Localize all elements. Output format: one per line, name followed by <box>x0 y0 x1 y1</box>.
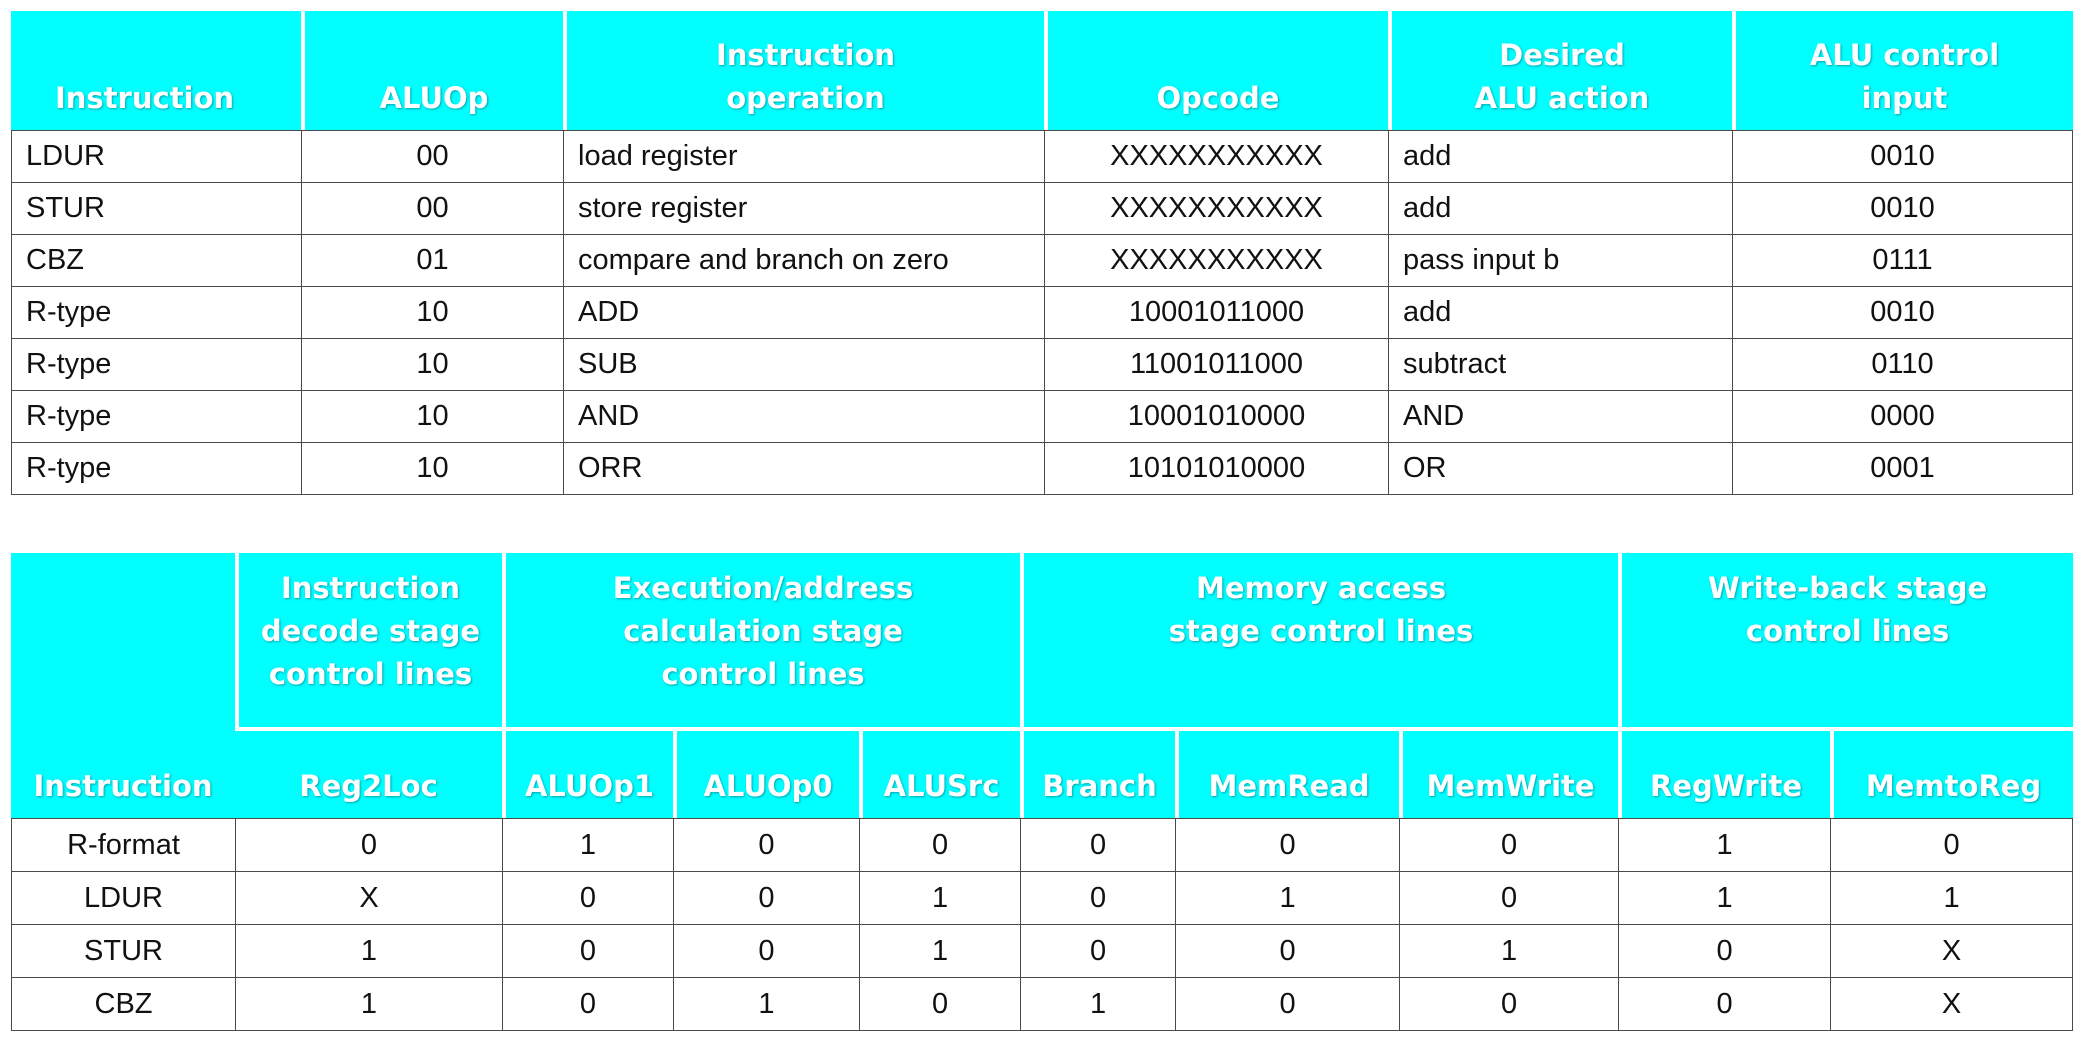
cell-instruction: CBZ <box>11 977 235 1031</box>
cell-control: 0111 <box>1732 234 2073 286</box>
header-regwrite: RegWrite <box>1618 727 1830 818</box>
cell-control: 0010 <box>1732 130 2073 182</box>
header-memtoreg: MemtoReg <box>1830 727 2073 818</box>
header-action-line2: ALU action <box>1474 81 1650 115</box>
cell-action: add <box>1388 286 1732 338</box>
group-decode-line3: control lines <box>268 657 473 691</box>
cell-operation: store register <box>563 182 1044 234</box>
cell-memread: 0 <box>1175 818 1399 871</box>
cell-aluop0: 0 <box>673 818 859 871</box>
cell-operation: load register <box>563 130 1044 182</box>
table-row <box>11 871 2073 924</box>
table-row <box>11 182 2073 234</box>
cell-instruction: STUR <box>11 924 235 977</box>
cell-operation: ORR <box>563 442 1044 495</box>
cell-action: subtract <box>1388 338 1732 390</box>
cell-memwrite: 0 <box>1399 818 1618 871</box>
cell-opcode: XXXXXXXXXXX <box>1044 234 1388 286</box>
header-control-line2: input <box>1861 81 1948 115</box>
group-memory-line1: Memory access <box>1195 571 1447 605</box>
cell-alusrc: 0 <box>859 977 1020 1031</box>
cell-control: 0000 <box>1732 390 2073 442</box>
cell-alusrc: 1 <box>859 871 1020 924</box>
table-row <box>11 442 2073 495</box>
cell-action: add <box>1388 182 1732 234</box>
group-writeback-line1: Write-back stage <box>1707 571 1988 605</box>
header-operation-line1: Instruction <box>715 38 896 72</box>
cell-regwrite: 1 <box>1618 818 1830 871</box>
header-branch: Branch <box>1020 727 1175 818</box>
header-control-line1: ALU control <box>1809 38 2000 72</box>
cell-action: pass input b <box>1388 234 1732 286</box>
cell-regwrite: 0 <box>1618 977 1830 1031</box>
group-decode-line1: Instruction <box>280 571 461 605</box>
header-opcode: Opcode <box>1044 11 1388 130</box>
cell-instruction: LDUR <box>11 871 235 924</box>
cell-instruction: R-type <box>11 442 301 495</box>
header-aluop1: ALUOp1 <box>502 727 673 818</box>
header-operation-line2: operation <box>726 81 885 115</box>
cell-aluop: 10 <box>301 390 563 442</box>
cell-regwrite: 1 <box>1618 871 1830 924</box>
group-decode-stage <box>235 553 502 727</box>
cell-instruction: STUR <box>11 182 301 234</box>
cell-aluop0: 0 <box>673 924 859 977</box>
header-instruction-operation <box>563 11 1044 130</box>
cell-opcode: XXXXXXXXXXX <box>1044 130 1388 182</box>
signal-header-row <box>11 727 2073 818</box>
cell-instruction: R-type <box>11 338 301 390</box>
cell-memread: 0 <box>1175 924 1399 977</box>
group-writeback-stage <box>1618 553 2073 727</box>
header-memwrite: MemWrite <box>1399 727 1618 818</box>
group-decode-line2: decode stage <box>260 614 481 648</box>
cell-operation: ADD <box>563 286 1044 338</box>
cell-instruction: R-type <box>11 286 301 338</box>
table-row <box>11 234 2073 286</box>
group-writeback-line2: control lines <box>1745 614 1950 648</box>
header-reg2loc: Reg2Loc <box>235 727 502 818</box>
group-memory-line2: stage control lines <box>1168 614 1474 648</box>
cell-aluop: 10 <box>301 338 563 390</box>
group-header-row <box>11 553 2073 727</box>
cell-branch: 0 <box>1020 871 1175 924</box>
table-row <box>11 130 2073 182</box>
header-instruction: Instruction <box>11 553 235 818</box>
header-alusrc: ALUSrc <box>859 727 1020 818</box>
cell-control: 0110 <box>1732 338 2073 390</box>
cell-operation: SUB <box>563 338 1044 390</box>
cell-control: 0001 <box>1732 442 2073 495</box>
cell-branch: 0 <box>1020 924 1175 977</box>
header-instruction: Instruction <box>11 11 301 130</box>
table-row <box>11 390 2073 442</box>
cell-aluop1: 1 <box>502 818 673 871</box>
cell-regwrite: 0 <box>1618 924 1830 977</box>
cell-memtoreg: 1 <box>1830 871 2073 924</box>
cell-instruction: R-format <box>11 818 235 871</box>
cell-instruction: R-type <box>11 390 301 442</box>
cell-opcode: 10101010000 <box>1044 442 1388 495</box>
header-alu-control-input <box>1732 11 2073 130</box>
cell-action: add <box>1388 130 1732 182</box>
cell-memread: 1 <box>1175 871 1399 924</box>
cell-control: 0010 <box>1732 182 2073 234</box>
cell-reg2loc: X <box>235 871 502 924</box>
alu-table-header-row <box>11 11 2073 130</box>
table-row <box>11 977 2073 1031</box>
header-aluop0: ALUOp0 <box>673 727 859 818</box>
table-row <box>11 818 2073 871</box>
cell-action: AND <box>1388 390 1732 442</box>
table-row <box>11 286 2073 338</box>
cell-reg2loc: 1 <box>235 977 502 1031</box>
pipeline-control-lines-table <box>11 553 2073 1031</box>
group-execution-line1: Execution/address <box>612 571 914 605</box>
cell-opcode: 10001010000 <box>1044 390 1388 442</box>
cell-aluop: 00 <box>301 130 563 182</box>
group-memory-stage <box>1020 553 1618 727</box>
cell-aluop: 00 <box>301 182 563 234</box>
header-desired-alu-action <box>1388 11 1732 130</box>
cell-reg2loc: 1 <box>235 924 502 977</box>
cell-memtoreg: X <box>1830 977 2073 1031</box>
cell-alusrc: 0 <box>859 818 1020 871</box>
header-aluop: ALUOp <box>301 11 563 130</box>
group-execution-stage <box>502 553 1020 727</box>
header-memread: MemRead <box>1175 727 1399 818</box>
cell-control: 0010 <box>1732 286 2073 338</box>
cell-memwrite: 0 <box>1399 977 1618 1031</box>
cell-opcode: XXXXXXXXXXX <box>1044 182 1388 234</box>
cell-aluop1: 0 <box>502 977 673 1031</box>
group-execution-line3: control lines <box>661 657 865 691</box>
header-action-line1: Desired <box>1499 38 1625 72</box>
cell-operation: AND <box>563 390 1044 442</box>
cell-opcode: 10001011000 <box>1044 286 1388 338</box>
cell-aluop0: 0 <box>673 871 859 924</box>
group-execution-line2: calculation stage <box>623 614 903 648</box>
table-row <box>11 924 2073 977</box>
cell-aluop: 10 <box>301 286 563 338</box>
alu-control-table <box>11 11 2073 495</box>
cell-branch: 0 <box>1020 818 1175 871</box>
table-row <box>11 338 2073 390</box>
cell-memwrite: 0 <box>1399 871 1618 924</box>
cell-aluop0: 1 <box>673 977 859 1031</box>
cell-aluop: 01 <box>301 234 563 286</box>
cell-memwrite: 1 <box>1399 924 1618 977</box>
cell-reg2loc: 0 <box>235 818 502 871</box>
cell-opcode: 11001011000 <box>1044 338 1388 390</box>
cell-aluop: 10 <box>301 442 563 495</box>
cell-operation: compare and branch on zero <box>563 234 1044 286</box>
cell-memread: 0 <box>1175 977 1399 1031</box>
cell-aluop1: 0 <box>502 871 673 924</box>
cell-aluop1: 0 <box>502 924 673 977</box>
cell-memtoreg: X <box>1830 924 2073 977</box>
cell-instruction: LDUR <box>11 130 301 182</box>
cell-memtoreg: 0 <box>1830 818 2073 871</box>
cell-branch: 1 <box>1020 977 1175 1031</box>
cell-alusrc: 1 <box>859 924 1020 977</box>
cell-instruction: CBZ <box>11 234 301 286</box>
cell-action: OR <box>1388 442 1732 495</box>
